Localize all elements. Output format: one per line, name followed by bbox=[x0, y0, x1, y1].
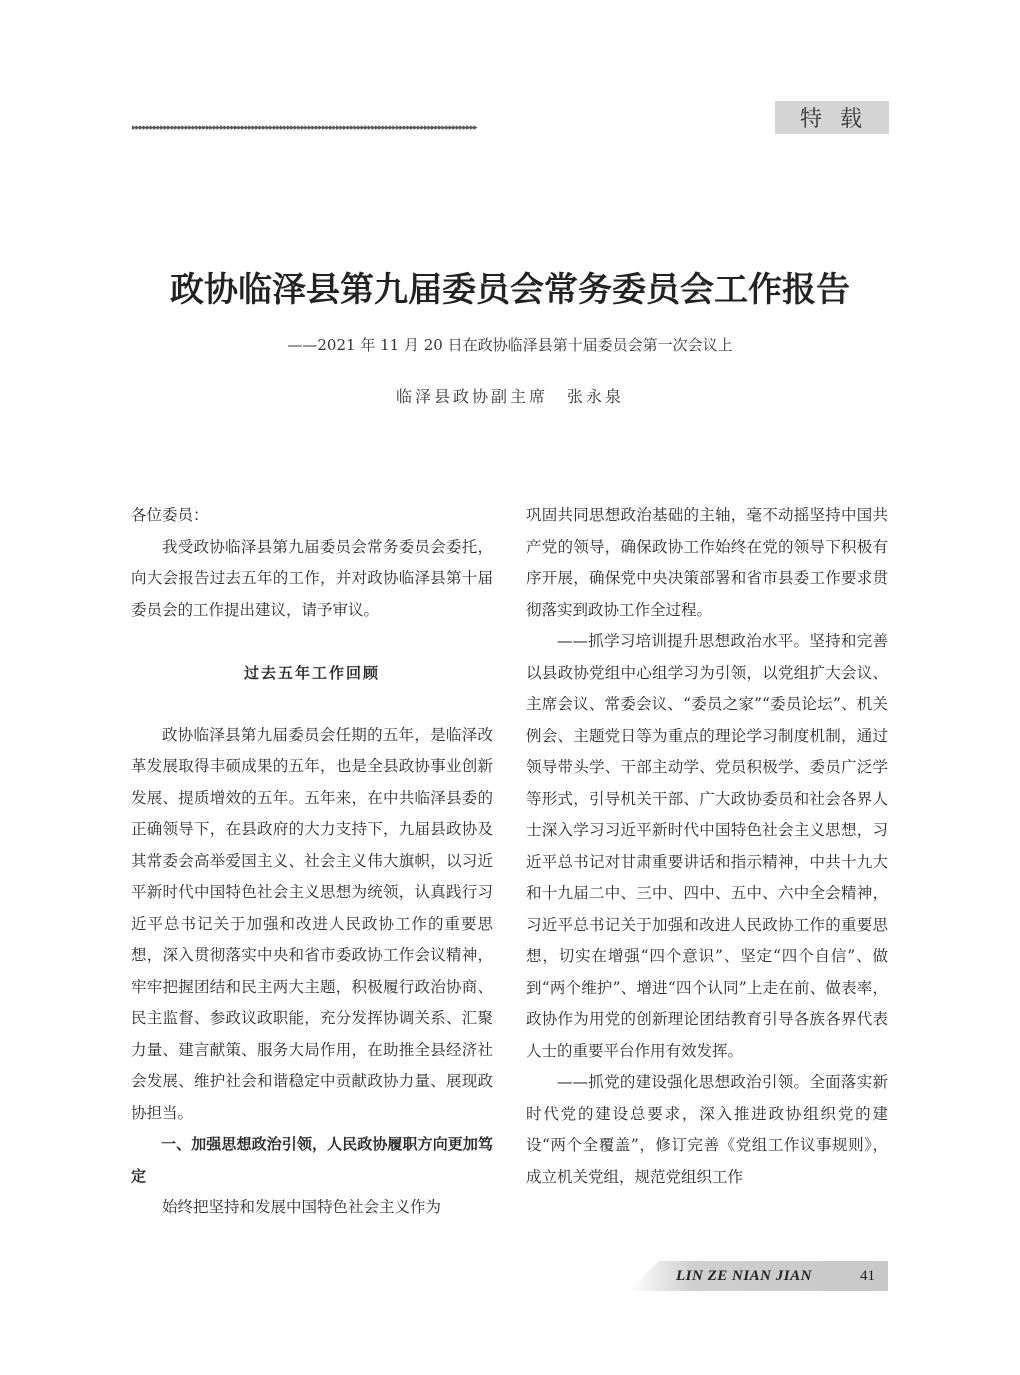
paragraph-2: ——抓学习培训提升思想政治水平。坚持和完善以县政协党组中心组学习为引领，以党组扩大会议、主席会议、常委会议、“委员之家”“委员论坛”、机关例会、主题党日等为重点的理论学习制度机制，通过领导带头学、干部主动学、党员积极学、委员广泛学等形式，引导机关干部、广大政协委员和社会各界人士深入学习习近平新时代中国特色社会主义思想，习近平总书记对甘肃重要讲话和指示精神，中共十九大和十九届二中、三中、四中、五中、六中全会精神，习近平总书记关于加强和改进人民政协工作的重要思想，切实在增强“四个意识”、坚定“四个自信”、做到“两个维护”、增进“四个认同”上走在前、做表率，政协作为用党的创新理论团结教育引导各族各界代表人士的重要平台作用有效发挥。 bbox=[526, 632, 888, 1060]
header-arrow-pattern: ▸▸▸▸▸▸▸▸▸▸▸▸▸▸▸▸▸▸▸▸▸▸▸▸▸▸▸▸▸▸▸▸▸▸▸▸▸▸▸▸▸▸▸▸▸▸▸▸▸▸▸▸▸▸▸▸▸▸▸▸▸▸▸▸▸▸▸▸▸▸▸▸▸▸▸▸▸▸▸▸▸▸▸▸▸▸▸▸▸▸▸▸▸▸▸▸▸▸ bbox=[132, 123, 477, 133]
right-column bbox=[526, 500, 888, 1193]
section-tag: 特载 bbox=[775, 101, 889, 134]
salutation: 各位委员： bbox=[131, 506, 209, 524]
intro-paragraph: 我受政协临泽县第九届委员会常务委员会委托，向大会报告过去五年的工作，并对政协临泽县第十届委员会的工作提出建议，请予审议。 bbox=[131, 537, 493, 619]
paragraph-1-start: 始终把坚持和发展中国特色社会主义作为 bbox=[162, 1198, 442, 1216]
paragraph-1-continued: 巩固共同思想政治基础的主轴，毫不动摇坚持中国共产党的领导，确保政协工作始终在党的领导下积极有序开展，确保党中央决策部署和省市县委工作要求贯彻落实到政协工作全过程。 bbox=[526, 506, 888, 619]
header-decorative-band bbox=[132, 120, 782, 136]
left-column bbox=[131, 500, 493, 1224]
article-author: 临泽县政协副主席 张永泉 bbox=[395, 387, 624, 406]
subheading-1: 一、加强思想政治引领，人民政协履职方向更加笃定 bbox=[131, 1135, 493, 1185]
section-heading: 过去五年工作回顾 bbox=[243, 664, 380, 682]
page-number: 41 bbox=[860, 1268, 875, 1284]
review-paragraph: 政协临泽县第九届委员会任期的五年，是临泽改革发展取得丰硕成果的五年，也是全县政协事业创新发展、提质增效的五年。五年来，在中共临泽县委的正确领导下，在县政府的大力支持下，九届县政协及其常委会高举爱国主义、社会主义伟大旗帜，以习近平新时代中国特色社会主义思想为统领，认真践行习近平总书记关于加强和改进人民政协工作的重要思想，深入贯彻落实中央和省市委政协工作会议精神，牢牢把握团结和民主两大主题，积极履行政治协商、民主监督、参政议政职能，充分发挥协调关系、汇聚力量、建言献策、服务大局作用，在助推全县经济社会发展、维护社会和谐稳定中贡献政协力量、展现政协担当。 bbox=[131, 725, 493, 1122]
article-subtitle: ——2021 年 11 月 20 日在政协临泽县第十届委员会第一次会议上 bbox=[287, 336, 733, 354]
journal-name: LIN ZE NIAN JIAN bbox=[676, 1268, 812, 1284]
article-title: 政协临泽县第九届委员会常务委员会工作报告 bbox=[170, 270, 850, 310]
paragraph-3: ——抓党的建设强化思想政治引领。全面落实新时代党的建设总要求，深入推进政协组织党的建设“两个全覆盖”，修订完善《党组工作议事规则》，成立机关党组，规范党组织工作 bbox=[526, 1073, 888, 1186]
